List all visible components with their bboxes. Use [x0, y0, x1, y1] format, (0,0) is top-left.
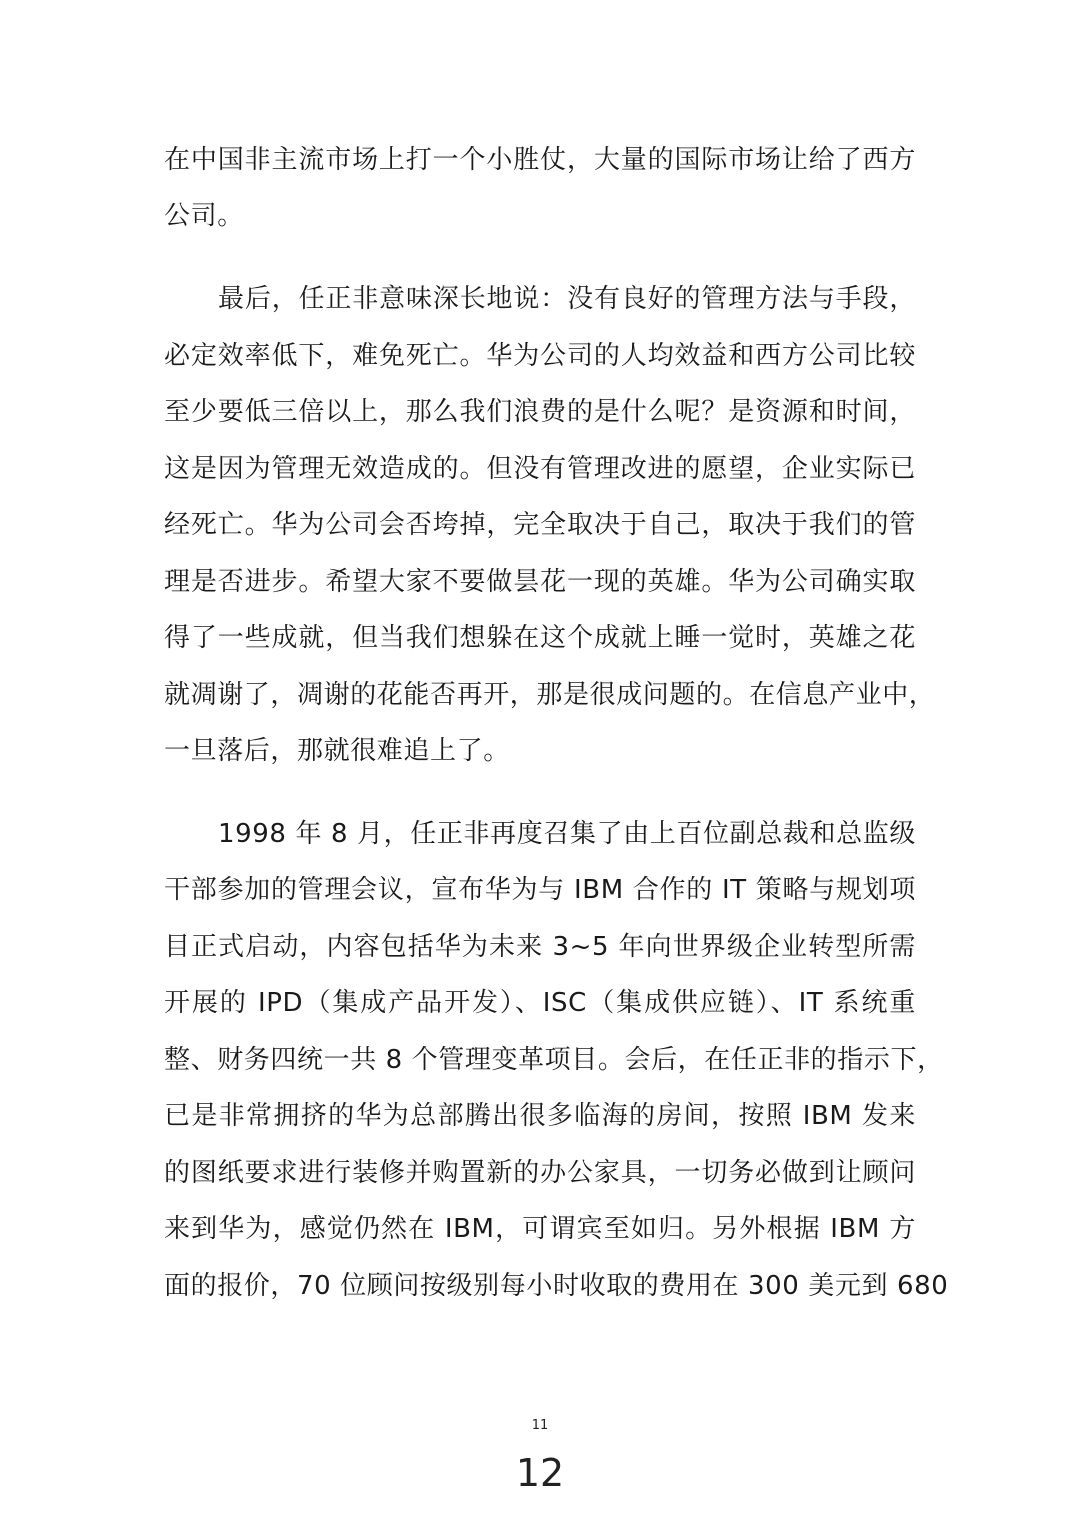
page-number-large: 12	[515, 1451, 565, 1495]
paragraph-3-line-7: 的图纸要求进行装修并购置新的办公家具，一切务必做到让顾问	[164, 1158, 916, 1188]
paragraph-3-line-6: 已是非常拥挤的华为总部腾出很多临海的房间，按照 IBM 发来	[164, 1101, 916, 1131]
paragraph-2-line-7: 得了一些成就，但当我们想躲在这个成就上睡一觉时，英雄之花	[164, 623, 916, 653]
paragraph-2-line-9: 一旦落后，那就很难追上了。	[164, 736, 510, 766]
paragraph-3-line-1: 1998 年 8 月，任正非再度召集了由上百位副总裁和总监级	[218, 819, 916, 849]
paragraph-2-line-6: 理是否进步。希望大家不要做昙花一现的英雄。华为公司确实取	[164, 567, 916, 597]
paragraph-3-line-4: 开展的 IPD（集成产品开发）、ISC（集成供应链）、IT 系统重	[164, 988, 916, 1018]
paragraph-2-line-8: 就凋谢了，凋谢的花能否再开，那是很成问题的。在信息产业中，	[164, 680, 936, 710]
paragraph-3-line-5: 整、财务四统一共 8 个管理变革项目。会后，在任正非的指示下，	[164, 1045, 944, 1075]
paragraph-2-line-4: 这是因为管理无效造成的。但没有管理改进的愿望，企业实际已	[164, 454, 916, 484]
paragraph-1-line-1: 在中国非主流市场上打一个小胜仗，大量的国际市场让给了西方	[164, 145, 916, 175]
page-number-small: 11	[531, 1418, 549, 1433]
paragraph-2-line-5: 经死亡。华为公司会否垮掉，完全取决于自己，取决于我们的管	[164, 510, 916, 540]
paragraph-3-line-3: 目正式启动，内容包括华为未来 3~5 年向世界级企业转型所需	[164, 932, 916, 962]
paragraph-2-line-3: 至少要低三倍以上，那么我们浪费的是什么呢？是资源和时间，	[164, 397, 916, 427]
paragraph-1-line-2: 公司。	[164, 201, 244, 231]
paragraph-3-line-9: 面的报价，70 位顾问按级别每小时收取的费用在 300 美元到 680	[164, 1271, 949, 1301]
paragraph-2-line-1: 最后，任正非意味深长地说：没有良好的管理方法与手段，	[218, 284, 916, 314]
paragraph-3-line-2: 干部参加的管理会议，宣布华为与 IBM 合作的 IT 策略与规划项	[164, 875, 916, 905]
paragraph-2-line-2: 必定效率低下，难免死亡。华为公司的人均效益和西方公司比较	[164, 341, 916, 371]
paragraph-3-line-8: 来到华为，感觉仍然在 IBM，可谓宾至如归。另外根据 IBM 方	[164, 1214, 916, 1244]
